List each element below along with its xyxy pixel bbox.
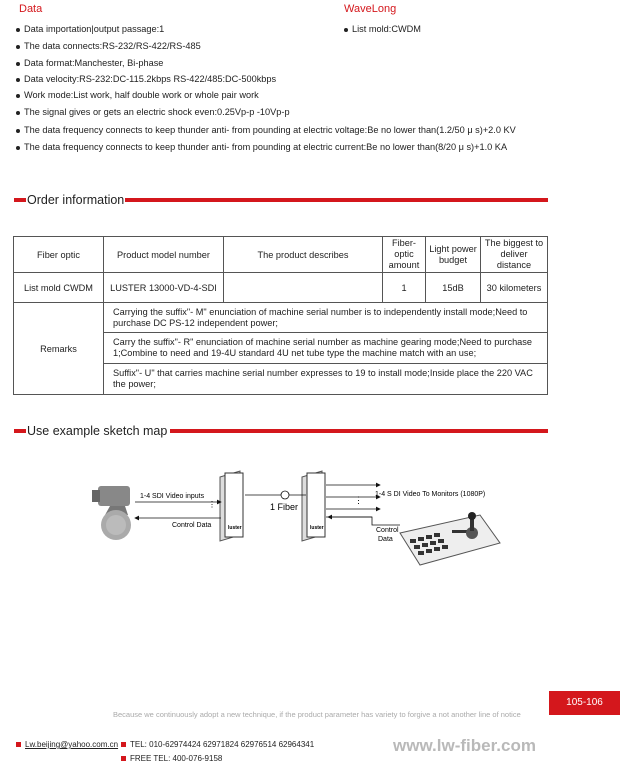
site-url: www.lw-fiber.com — [393, 736, 536, 755]
transmitter-device — [220, 471, 243, 541]
table-cell: List mold CWDM — [14, 273, 104, 303]
keyboard-controller-icon — [400, 512, 500, 565]
header-cell: The biggest to deliver distance — [481, 237, 548, 273]
svg-text:⋮: ⋮ — [208, 500, 216, 509]
footer-free-tel-line — [121, 754, 222, 763]
svg-text:⋮: ⋮ — [354, 495, 363, 505]
control-label-1: Control — [376, 527, 399, 534]
section-rule — [170, 429, 548, 433]
table-header-row — [14, 237, 548, 273]
sdi-input-label: 1-4 SDI Video inputs — [140, 493, 205, 500]
data-item: The data frequency connects to keep thunder anti- from pounding at electric current:Be no lower than(8/20 μ s)+1.0 KA — [16, 141, 507, 153]
bullet-square — [121, 742, 126, 747]
remark-text: Suffix"- U" that carries machine serial number expresses to 19 to install mode;Inside place the 220 VAC the power; — [104, 364, 548, 395]
email-link[interactable]: Lw.beijing@yahoo.com.cn — [25, 740, 119, 749]
fiber-label: 1 Fiber — [270, 502, 299, 512]
footer-notice: Because we continuously adopt a new technique, if the product parameter has variety to forgive a not another line of notice — [113, 710, 521, 719]
order-info-header — [14, 193, 548, 207]
footer-email-line — [16, 740, 118, 749]
data-item: The data frequency connects to keep thunder anti- from pounding at electric voltage:Be no lower than(1.2/50 μ s)+2.0 KV — [16, 124, 516, 136]
header-cell: Light power budget — [426, 237, 481, 273]
remarks-label: Remarks — [14, 303, 104, 395]
table-cell: 15dB — [426, 273, 481, 303]
fiber-connector — [281, 491, 289, 499]
data-item: Work mode:List work, half double work or whole pair work — [16, 89, 259, 101]
control-data-label: Control Data — [172, 522, 212, 529]
section-rule — [125, 198, 548, 202]
data-item: Data format:Manchester, Bi-phase — [16, 57, 163, 69]
device-brand: luster — [228, 525, 242, 531]
bullet-square — [121, 756, 126, 761]
bullet-square — [16, 742, 21, 747]
wavelong-item: List mold:CWDM — [344, 23, 421, 35]
control-label-2: Data — [378, 536, 393, 543]
order-table — [13, 236, 548, 395]
remarks-row — [14, 303, 548, 333]
remark-text: Carry the suffix"- R" enunciation of machine serial number as machine gearing mode;Need to purchase 1;Combine to need and 19-4U standard 4U net tube type the machine match with an use; — [104, 333, 548, 364]
receiver-device — [302, 471, 325, 541]
header-cell: Product model number — [104, 237, 224, 273]
section-marker — [14, 198, 26, 202]
table-cell: LUSTER 13000-VD-4-SDI — [104, 273, 224, 303]
remark-text: Carrying the suffix"- M" enunciation of machine serial number is to independently install mode;Need to purchase DC PS-12 independent power; — [104, 303, 548, 333]
header-cell: The product describes — [224, 237, 383, 273]
order-info-title: Order information — [27, 193, 125, 207]
data-item: Data velocity:RS-232:DC-115.2kbps RS-422/485:DC-500kbps — [16, 73, 276, 85]
table-row — [14, 273, 548, 303]
header-cell: Fiber-optic amount — [383, 237, 426, 273]
sketch-diagram — [80, 455, 540, 570]
sketch-title: Use example sketch map — [27, 424, 168, 438]
header-cell: Fiber optic — [14, 237, 104, 273]
data-item: The signal gives or gets an electric shock even:0.25Vp-p -10Vp-p — [16, 106, 290, 118]
data-title: Data — [19, 3, 43, 15]
page-number: 105-106 — [549, 691, 620, 715]
table-cell: 30 kilometers — [481, 273, 548, 303]
site-logo[interactable] — [393, 736, 536, 756]
table-cell — [224, 273, 383, 303]
sketch-header — [14, 424, 548, 438]
data-item: The data connects:RS-232/RS-422/RS-485 — [16, 40, 201, 52]
table-cell: 1 — [383, 273, 426, 303]
camera-icon — [92, 486, 131, 540]
section-marker — [14, 429, 26, 433]
sdi-output-label: 1-4 S DI Video To Monitors (1080P) — [375, 491, 486, 498]
wavelong-title: WaveLong — [344, 3, 397, 15]
footer-tel: TEL: 010-62974424 62971824 62976514 62964341 — [130, 740, 315, 749]
device-brand: luster — [310, 525, 324, 531]
footer-free-tel: FREE TEL: 400-076-9158 — [130, 754, 223, 763]
footer-tel-line — [121, 740, 314, 749]
data-item: Data importation|output passage:1 — [16, 23, 164, 35]
